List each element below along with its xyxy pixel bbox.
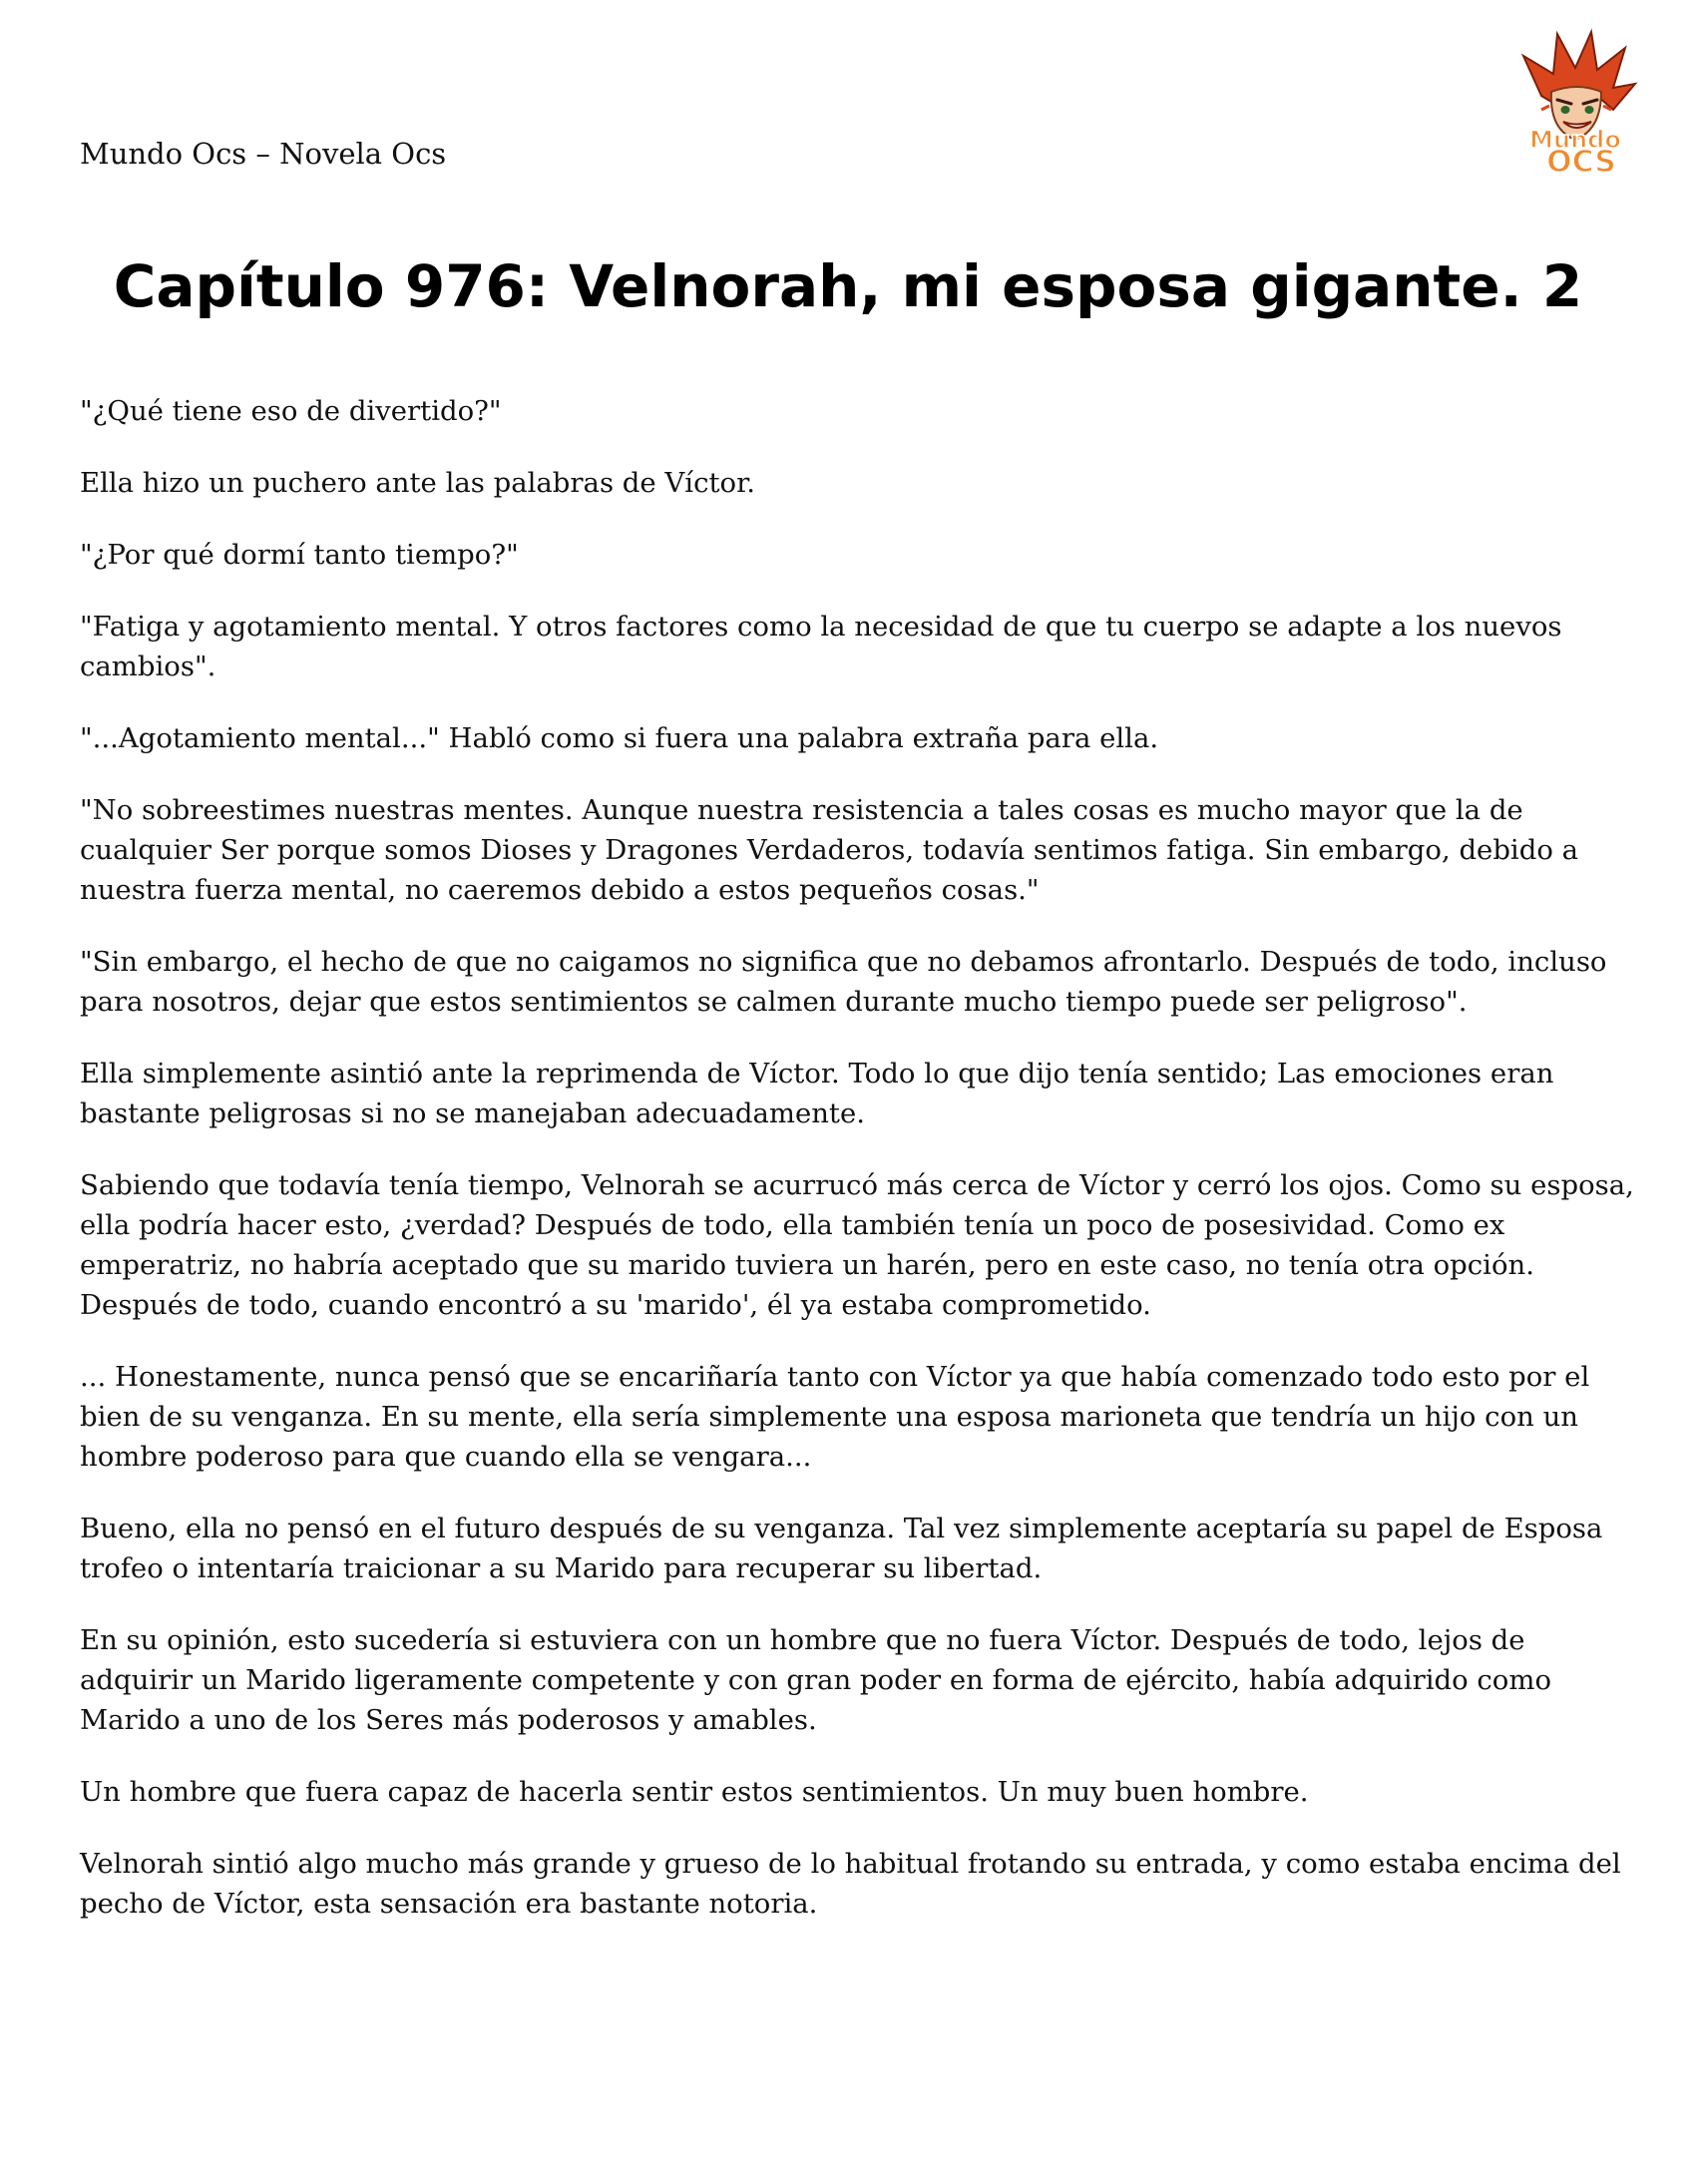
running-header: Mundo Ocs – Novela Ocs <box>80 137 447 171</box>
paragraph: "¿Por qué dormí tanto tiempo?" <box>80 539 519 571</box>
logo-text-bottom: OCS <box>1546 145 1616 176</box>
paragraph: En su opinión, esto sucedería si estuviera con un hombre que no fuera Víctor. Después de todo, lejos de adquirir un Marido ligeramente competente y con gran poder en forma de ejército, había adquirido como Marido a uno de los Seres más poderosos y amables. <box>80 1624 1551 1736</box>
paragraph: ... Honestamente, nunca pensó que se encariñaría tanto con Víctor ya que había comenzado todo esto por el bien de su venganza. En su mente, ella sería simplemente una esposa marioneta que tendría un hijo con un hombre poderoso para que cuando ella se vengara... <box>80 1361 1590 1473</box>
paragraph: "Sin embargo, el hecho de que no caigamos no significa que no debamos afrontarlo. Después de todo, incluso para nosotros, dejar que estos sentimientos se calmen durante mucho tiempo puede ser peligroso". <box>80 946 1607 1018</box>
mundo-ocs-logo-icon <box>1501 26 1649 176</box>
paragraph: Velnorah sintió algo mucho más grande y grueso de lo habitual frotando su entrada, y como estaba encima del pecho de Víctor, esta sensación era bastante notoria. <box>80 1848 1621 1920</box>
paragraph: Sabiendo que todavía tenía tiempo, Velnorah se acurrucó más cerca de Víctor y cerró los ojos. Como su esposa, ella podría hacer esto, ¿verdad? Después de todo, ella también tenía un poco de posesividad. Como ex emperatriz, no habría aceptado que su marido tuviera un harén, pero en este caso, no tenía otra opción. Después de todo, cuando encontró a su 'marido', él ya estaba comprometido. <box>80 1169 1634 1321</box>
paragraph: Un hombre que fuera capaz de hacerla sentir estos sentimientos. Un muy buen hombre. <box>80 1776 1309 1808</box>
paragraph: Ella simplemente asintió ante la reprimenda de Víctor. Todo lo que dijo tenía sentido; Las emociones eran bastante peligrosas si no se manejaban adecuadamente. <box>80 1058 1554 1129</box>
logo-text-top: Mundo <box>1529 126 1621 154</box>
chapter-title: Capítulo 976: Velnorah, mi esposa gigante. 2 <box>113 251 1583 320</box>
paragraph: "¿Qué tiene eso de divertido?" <box>80 395 502 427</box>
paragraph: "No sobreestimes nuestras mentes. Aunque nuestra resistencia a tales cosas es mucho mayor que la de cualquier Ser porque somos Dioses y Dragones Verdaderos, todavía sentimos fatiga. Sin embargo, debido a nuestra fuerza mental, no caeremos debido a estos pequeños cosas." <box>80 794 1579 906</box>
paragraph: Bueno, ella no pensó en el futuro después de su venganza. Tal vez simplemente aceptaría su papel de Esposa trofeo o intentaría traicionar a su Marido para recuperar su libertad. <box>80 1513 1603 1584</box>
chapter-body <box>80 391 1646 1956</box>
paragraph: "Fatiga y agotamiento mental. Y otros factores como la necesidad de que tu cuerpo se adapte a los nuevos cambios". <box>80 611 1562 682</box>
paragraph: "...Agotamiento mental..." Habló como si fuera una palabra extraña para ella. <box>80 722 1159 754</box>
paragraph: Ella hizo un puchero ante las palabras de Víctor. <box>80 467 755 499</box>
